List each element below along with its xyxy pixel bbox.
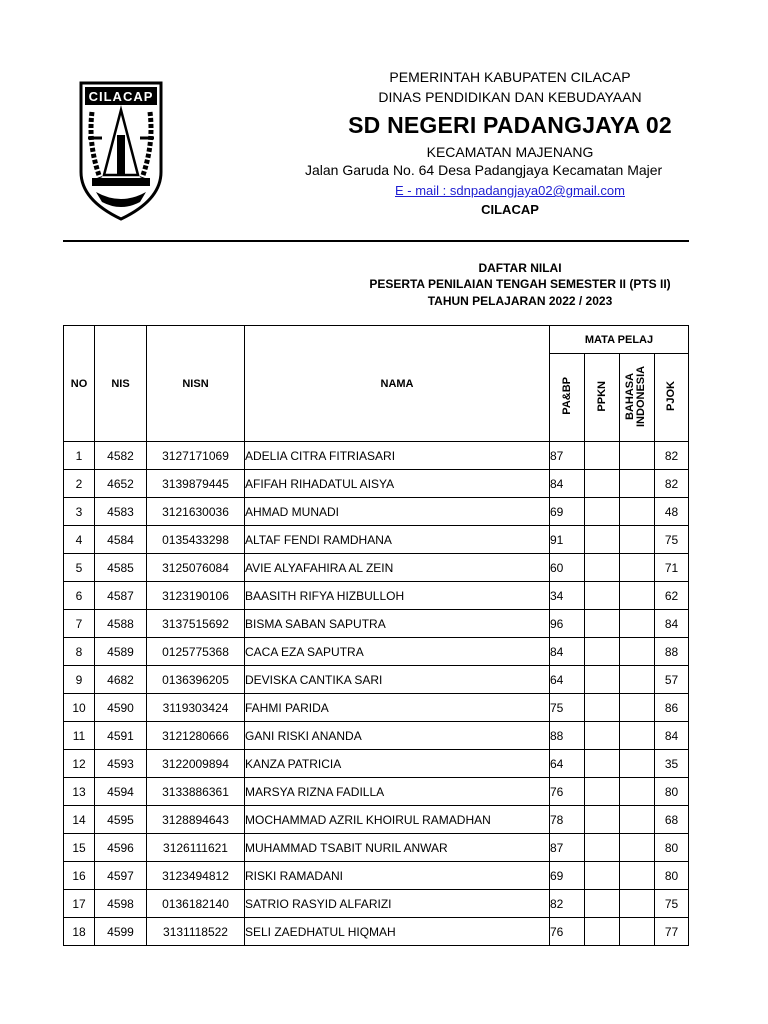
cell-nama: DEVISKA CANTIKA SARI [245,666,550,694]
cell-pabp: 87 [550,442,585,470]
cell-ppkn [585,890,620,918]
table-row [64,834,689,862]
subject-label: PJOK [665,381,677,411]
cell-bahasa-indonesia [620,694,655,722]
cell-pjok: 80 [655,834,689,862]
cell-pabp: 60 [550,554,585,582]
cell-nisn: 3128894643 [147,806,245,834]
cell-nisn: 0136396205 [147,666,245,694]
cell-pabp: 84 [550,638,585,666]
cell-no: 8 [64,638,95,666]
cell-no: 17 [64,890,95,918]
cell-no: 1 [64,442,95,470]
cell-ppkn [585,582,620,610]
table-row [64,890,689,918]
cell-ppkn [585,778,620,806]
table-row [64,554,689,582]
cell-nis: 4591 [95,722,147,750]
cell-ppkn [585,722,620,750]
cell-nisn: 3125076084 [147,554,245,582]
cell-nama: KANZA PATRICIA [245,750,550,778]
cell-pabp: 76 [550,778,585,806]
cell-nis: 4595 [95,806,147,834]
cell-pjok: 77 [655,918,689,946]
cell-nama: ALTAF FENDI RAMDHANA [245,526,550,554]
cell-nama: MUHAMMAD TSABIT NURIL ANWAR [245,834,550,862]
cell-nama: MOCHAMMAD AZRIL KHOIRUL RAMADHAN [245,806,550,834]
cell-pjok: 84 [655,722,689,750]
cell-ppkn [585,498,620,526]
cell-pabp: 64 [550,750,585,778]
table-row [64,582,689,610]
cell-nisn: 3119303424 [147,694,245,722]
cell-no: 2 [64,470,95,498]
header-subject-group: MATA PELAJ [550,326,689,354]
cell-nis: 4682 [95,666,147,694]
cell-bahasa-indonesia [620,610,655,638]
cell-nisn: 3121280666 [147,722,245,750]
table-row [64,526,689,554]
school-name: SD NEGERI PADANGJAYA 02 [348,112,672,138]
header-subject-pabp [550,354,585,442]
table-row [64,806,689,834]
cell-no: 15 [64,834,95,862]
table-row [64,722,689,750]
table-row [64,666,689,694]
cell-pjok: 71 [655,554,689,582]
grades-table [63,325,689,946]
cell-bahasa-indonesia [620,890,655,918]
cell-nisn: 3123494812 [147,862,245,890]
table-row [64,638,689,666]
cell-no: 6 [64,582,95,610]
cell-bahasa-indonesia [620,666,655,694]
cell-bahasa-indonesia [620,918,655,946]
emblem-text: CILACAP [88,89,154,104]
cell-pjok: 80 [655,778,689,806]
header-subject-ppkn [585,354,620,442]
cell-nama: RISKI RAMADANI [245,862,550,890]
cell-no: 5 [64,554,95,582]
table-row [64,694,689,722]
city-name: CILACAP [481,202,539,217]
cell-nisn: 3121630036 [147,498,245,526]
cell-no: 10 [64,694,95,722]
cell-bahasa-indonesia [620,442,655,470]
header-subject-bahasa-indonesia [620,354,655,442]
subject-label: BAHASA INDONESIA [624,365,647,427]
cell-ppkn [585,638,620,666]
cell-no: 4 [64,526,95,554]
header-nis: NIS [95,326,147,442]
cell-no: 16 [64,862,95,890]
cell-nama: CACA EZA SAPUTRA [245,638,550,666]
cell-nisn: 3126111621 [147,834,245,862]
subject-label: PPKN [595,380,608,412]
cell-pjok: 75 [655,526,689,554]
table-body [64,442,689,946]
cell-ppkn [585,526,620,554]
cell-bahasa-indonesia [620,750,655,778]
cell-no: 9 [64,666,95,694]
cell-pabp: 78 [550,806,585,834]
district-name: KECAMATAN MAJENANG [426,144,594,160]
cell-pabp: 84 [550,470,585,498]
document-subtitle: PESERTA PENILAIAN TENGAH SEMESTER II (PTS II) [369,277,671,291]
cell-nisn: 0136182140 [147,890,245,918]
cell-bahasa-indonesia [620,722,655,750]
cell-pjok: 62 [655,582,689,610]
cell-nis: 4597 [95,862,147,890]
cell-no: 18 [64,918,95,946]
cell-nis: 4596 [95,834,147,862]
cell-ppkn [585,834,620,862]
cell-nisn: 3122009894 [147,750,245,778]
cell-nama: BISMA SABAN SAPUTRA [245,610,550,638]
cell-ppkn [585,442,620,470]
cell-bahasa-indonesia [620,526,655,554]
document-title: DAFTAR NILAI [478,261,562,275]
school-email-link[interactable]: E - mail : sdnpadangjaya02@gmail.com [395,183,625,198]
cell-bahasa-indonesia [620,834,655,862]
cell-no: 13 [64,778,95,806]
cell-bahasa-indonesia [620,862,655,890]
cell-pjok: 75 [655,890,689,918]
cell-ppkn [585,554,620,582]
cell-bahasa-indonesia [620,554,655,582]
cell-pjok: 68 [655,806,689,834]
cell-nama: BAASITH RIFYA HIZBULLOH [245,582,550,610]
cell-nis: 4652 [95,470,147,498]
table-row [64,918,689,946]
cell-bahasa-indonesia [620,498,655,526]
cell-nis: 4585 [95,554,147,582]
cell-bahasa-indonesia [620,638,655,666]
school-address: Jalan Garuda No. 64 Desa Padangjaya Kecamatan Majer [305,162,663,178]
cell-nis: 4594 [95,778,147,806]
cell-pjok: 82 [655,442,689,470]
cell-ppkn [585,806,620,834]
table-header-row [64,326,689,354]
cell-nisn: 0125775368 [147,638,245,666]
cell-nisn: 3127171069 [147,442,245,470]
header-nama: NAMA [245,326,550,442]
cell-no: 14 [64,806,95,834]
cell-nama: FAHMI PARIDA [245,694,550,722]
cell-pjok: 82 [655,470,689,498]
table-row [64,498,689,526]
cell-nis: 4582 [95,442,147,470]
cell-pabp: 91 [550,526,585,554]
table-row [64,750,689,778]
cell-pjok: 35 [655,750,689,778]
cell-pabp: 88 [550,722,585,750]
cell-pabp: 87 [550,834,585,862]
cell-nis: 4589 [95,638,147,666]
table-row [64,610,689,638]
cell-pabp: 75 [550,694,585,722]
cell-bahasa-indonesia [620,806,655,834]
cell-no: 11 [64,722,95,750]
cell-pjok: 48 [655,498,689,526]
table-row [64,778,689,806]
cell-nis: 4587 [95,582,147,610]
cell-ppkn [585,470,620,498]
cell-ppkn [585,694,620,722]
cell-bahasa-indonesia [620,778,655,806]
cell-nisn: 3133886361 [147,778,245,806]
cell-nama: AVIE ALYAFAHIRA AL ZEIN [245,554,550,582]
cell-pjok: 86 [655,694,689,722]
cell-pabp: 34 [550,582,585,610]
cell-pabp: 64 [550,666,585,694]
cell-ppkn [585,862,620,890]
cell-nama: AFIFAH RIHADATUL AISYA [245,470,550,498]
cell-no: 7 [64,610,95,638]
cell-nisn: 3123190106 [147,582,245,610]
cell-no: 12 [64,750,95,778]
cell-ppkn [585,610,620,638]
cell-bahasa-indonesia [620,470,655,498]
header-divider [63,240,689,242]
cell-nama: AHMAD MUNADI [245,498,550,526]
cell-ppkn [585,666,620,694]
cell-nis: 4593 [95,750,147,778]
header-nisn: NISN [147,326,245,442]
cell-pjok: 84 [655,610,689,638]
department-name: DINAS PENDIDIKAN DAN KEBUDAYAAN [378,89,642,105]
subject-label: PA&BP [560,377,573,415]
cell-pabp: 69 [550,498,585,526]
cell-ppkn [585,750,620,778]
table-row [64,442,689,470]
table-row [64,470,689,498]
cell-nis: 4599 [95,918,147,946]
cell-nisn: 0135433298 [147,526,245,554]
cell-nis: 4584 [95,526,147,554]
cell-nis: 4583 [95,498,147,526]
academic-year: TAHUN PELAJARAN 2022 / 2023 [427,294,613,308]
cell-no: 3 [64,498,95,526]
cell-nama: SELI ZAEDHATUL HIQMAH [245,918,550,946]
cell-nis: 4598 [95,890,147,918]
cell-nisn: 3131118522 [147,918,245,946]
cell-pabp: 76 [550,918,585,946]
cell-nisn: 3137515692 [147,610,245,638]
cell-nama: GANI RISKI ANANDA [245,722,550,750]
cell-nama: MARSYA RIZNA FADILLA [245,778,550,806]
cell-bahasa-indonesia [620,582,655,610]
cell-pjok: 88 [655,638,689,666]
cell-pabp: 96 [550,610,585,638]
cell-nis: 4588 [95,610,147,638]
cell-pjok: 57 [655,666,689,694]
cell-nama: ADELIA CITRA FITRIASARI [245,442,550,470]
cell-pjok: 80 [655,862,689,890]
government-name: PEMERINTAH KABUPATEN CILACAP [389,69,631,85]
cell-nis: 4590 [95,694,147,722]
cell-ppkn [585,918,620,946]
cell-nama: SATRIO RASYID ALFARIZI [245,890,550,918]
header-subject-pjok [655,354,689,442]
header-no: NO [64,326,95,442]
cell-pabp: 69 [550,862,585,890]
cell-pabp: 82 [550,890,585,918]
cell-nisn: 3139879445 [147,470,245,498]
table-row [64,862,689,890]
